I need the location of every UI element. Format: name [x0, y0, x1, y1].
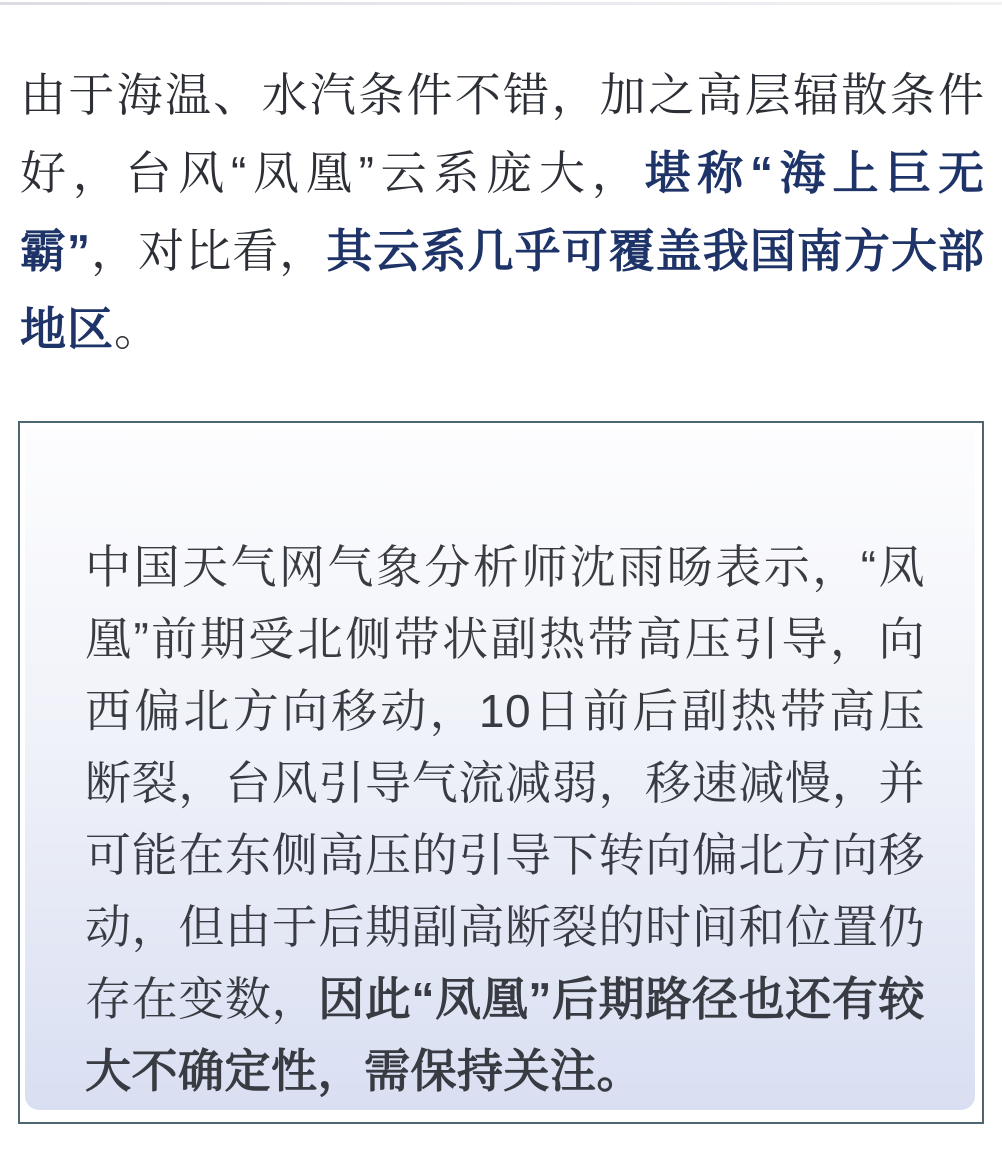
expert-quote-box	[18, 421, 984, 1124]
article-paragraph	[20, 56, 985, 368]
text-run: 。	[114, 303, 161, 355]
text-run: ，对比看，	[91, 225, 327, 277]
text-run: 中国天气网气象分析师沈雨旸表示，“凤凰”前期受北侧带状副热带高压引导，向西偏北方向移动，10日前后副热带高压断裂，台风引导气流减弱，移速减慢，并可能在东侧高压的引导下转向偏北方向移动，但由于后期副高断裂的时间和位置仍存在变数，	[85, 541, 925, 1025]
text-run: 堪称“海上巨无霸”	[20, 147, 986, 277]
text-run: 由于海温、水汽条件不错，加之高层辐散条件好，台风“凤凰”云系庞大，	[20, 69, 985, 199]
text-run: 其云系几乎可覆盖我国南方大部地区	[20, 225, 986, 355]
top-divider	[0, 2, 1002, 5]
quote-paragraph	[85, 531, 925, 1107]
text-run: 因此“凤凰”后期路径也还有较大不确定性，需保持关注。	[85, 973, 926, 1097]
